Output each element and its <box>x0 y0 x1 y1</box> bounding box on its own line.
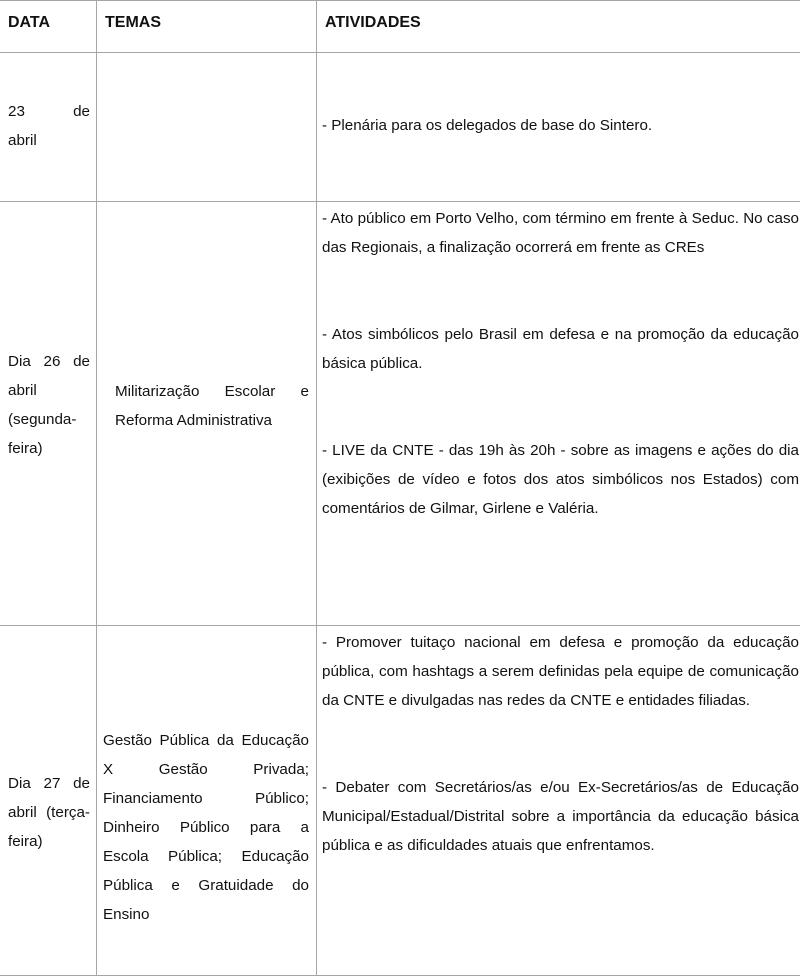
date-cell <box>0 202 97 626</box>
activity-item: - Debater com Secretários/as e/ou Ex-Secretários/as de Educação Municipal/Estadual/Distrital sobre a importância da educação básica pública e as dificuldades atuais que enfrentamos. <box>322 773 799 860</box>
activity-item: - LIVE da CNTE - das 19h às 20h - sobre as imagens e ações do dia (exibições de vídeo e fotos dos atos simbólicos nos Estados) com comentários de Gilmar, Girlene e Valéria. <box>322 436 799 523</box>
header-activities: ATIVIDADES <box>317 1 800 53</box>
date-text-line-1 <box>8 97 90 126</box>
date-preposition: de <box>73 97 90 126</box>
activity-item: - Atos simbólicos pelo Brasil em defesa e na promoção da educação básica pública. <box>322 320 799 378</box>
theme-text: Militarização Escolar e Reforma Administrativa <box>97 202 316 435</box>
activities-cell <box>317 626 800 976</box>
table-row <box>0 626 800 976</box>
date-text: Dia 27 de abril (terça-feira) <box>0 626 96 856</box>
activity-item: - Promover tuitaço nacional em defesa e promoção da educação pública, com hashtags a serem definidas pela equipe de comunicação da CNTE e divulgadas nas redes da CNTE e entidades filiadas. <box>322 628 799 715</box>
date-text: Dia 26 de abril (segunda-feira) <box>0 202 96 463</box>
theme-text: Gestão Pública da Educação X Gestão Privada; Financiamento Público; Dinheiro Público para a Escola Pública; Educação Pública e Gratuidade do Ensino <box>97 626 316 929</box>
theme-cell <box>97 53 317 202</box>
activity-item: - Plenária para os delegados de base do Sintero. <box>322 111 799 140</box>
date-cell <box>0 53 97 202</box>
activities-cell <box>317 53 800 202</box>
header-date: DATA <box>0 1 97 53</box>
activities-cell <box>317 202 800 626</box>
theme-cell <box>97 626 317 976</box>
activity-item: - Ato público em Porto Velho, com término em frente à Seduc. No caso das Regionais, a finalização ocorrerá em frente as CREs <box>322 204 799 262</box>
table-row <box>0 53 800 202</box>
date-day: 23 <box>8 97 25 126</box>
theme-cell <box>97 202 317 626</box>
table-row <box>0 202 800 626</box>
date-month: abril <box>8 126 90 155</box>
date-cell <box>0 626 97 976</box>
header-themes: TEMAS <box>97 1 317 53</box>
header-row <box>0 1 800 53</box>
